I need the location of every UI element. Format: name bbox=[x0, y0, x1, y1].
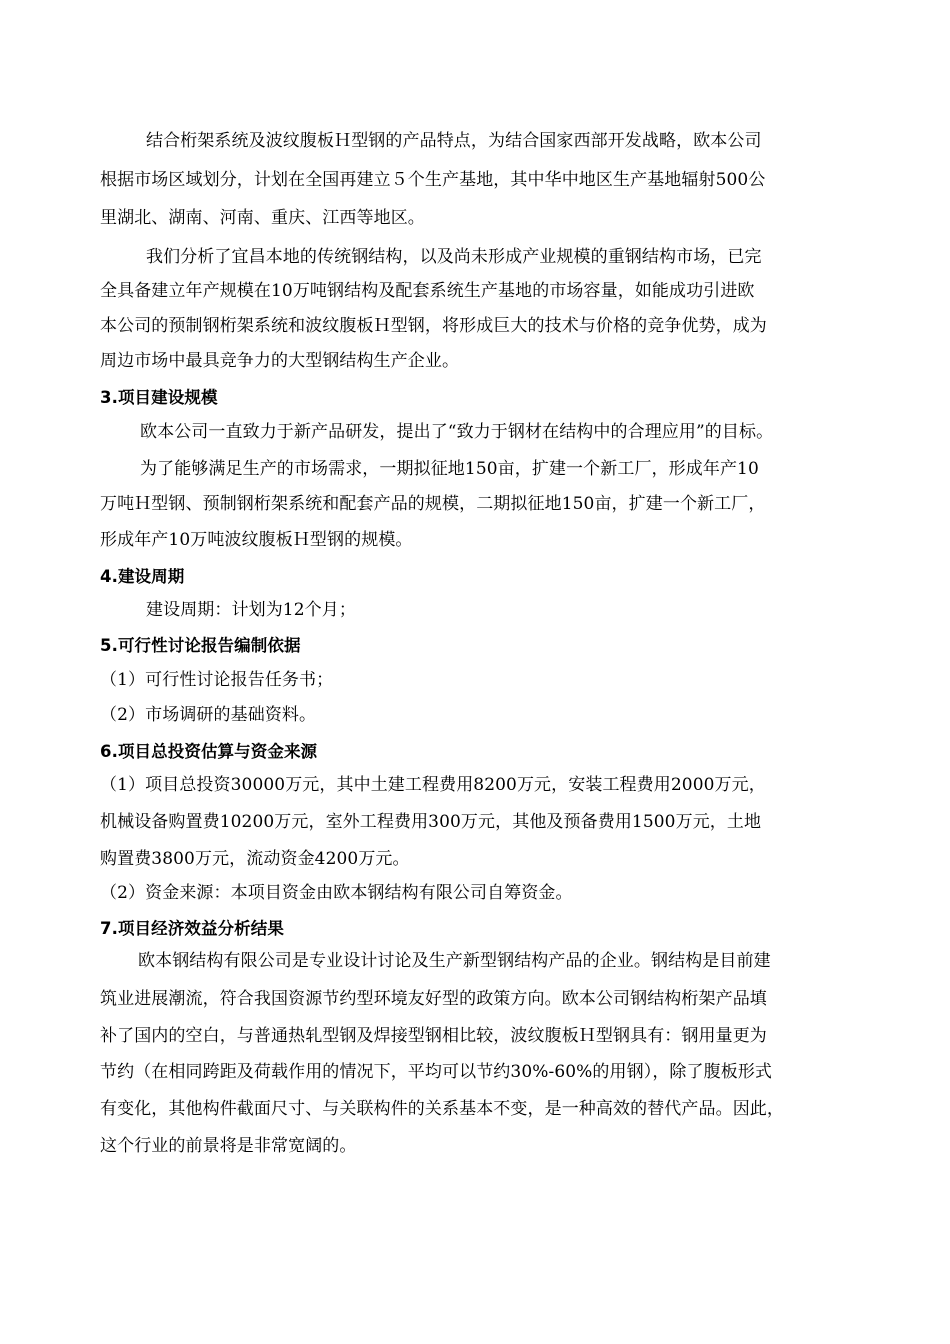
paragraph-line: 欧本公司一直致力于新产品研发，提出了“致力于钢材在结构中的合理应用”的目标。 bbox=[140, 422, 774, 442]
paragraph-line: 我们分析了宜昌本地的传统钢结构，以及尚未形成产业规模的重钢结构市场，已完 bbox=[146, 247, 762, 267]
paragraph-line: 根据市场区域划分，计划在全国再建立５个生产基地，其中华中地区生产基地辐射500公 bbox=[100, 170, 766, 190]
paragraph-line: 有变化，其他构件截面尺寸、与关联构件的关系基本不变，是一种高效的替代产品。因此， bbox=[100, 1099, 784, 1119]
paragraph-line: 万吨Ｈ型钢、预制钢桁架系统和配套产品的规模，二期拟征地150亩，扩建一个新工厂， bbox=[100, 494, 766, 514]
paragraph-line: 周边市场中最具竞争力的大型钢结构生产企业。 bbox=[100, 351, 460, 371]
section-heading-3: 3.项目建设规模 bbox=[100, 388, 218, 407]
paragraph-line: 节约（在相同跨距及荷载作用的情况下，平均可以节约30%-60%的用钢），除了腹板形式 bbox=[100, 1062, 773, 1082]
list-item: （1）可行性讨论报告任务书； bbox=[100, 670, 334, 690]
paragraph-line: 筑业进展潮流，符合我国资源节约型环境友好型的政策方向。欧本公司钢结构桁架产品填 bbox=[100, 989, 767, 1009]
paragraph-line: 结合桁架系统及波纹腹板Ｈ型钢的产品特点，为结合国家西部开发战略，欧本公司 bbox=[146, 131, 762, 151]
paragraph-line: 本公司的预制钢桁架系统和波纹腹板Ｈ型钢，将形成巨大的技术与价格的竞争优势，成为 bbox=[100, 316, 767, 336]
section-heading-6: 6.项目总投资估算与资金来源 bbox=[100, 742, 318, 761]
paragraph-line: 为了能够满足生产的市场需求，一期拟征地150亩，扩建一个新工厂，形成年产10 bbox=[140, 459, 759, 479]
paragraph-line: 购置费3800万元，流动资金4200万元。 bbox=[100, 849, 410, 869]
paragraph-line: 这个行业的前景将是非常宽阔的。 bbox=[100, 1136, 357, 1156]
list-item: （1）项目总投资30000万元，其中土建工程费用8200万元，安装工程费用2000万元， bbox=[100, 775, 766, 795]
paragraph-line: 机械设备购置费10200万元，室外工程费用300万元，其他及预备费用1500万元，土地 bbox=[100, 812, 762, 832]
paragraph-line: 欧本钢结构有限公司是专业设计讨论及生产新型钢结构产品的企业。钢结构是目前建 bbox=[138, 951, 771, 971]
section-heading-4: 4.建设周期 bbox=[100, 567, 185, 586]
list-item: （2）市场调研的基础资料。 bbox=[100, 705, 317, 725]
paragraph-line: 补了国内的空白，与普通热轧型钢及焊接型钢相比较，波纹腹板Ｈ型钢具有：钢用量更为 bbox=[100, 1026, 767, 1046]
paragraph-line: 形成年产10万吨波纹腹板Ｈ型钢的规模。 bbox=[100, 530, 413, 550]
paragraph-line: 里湖北、湖南、河南、重庆、江西等地区。 bbox=[100, 208, 425, 228]
section-heading-7: 7.项目经济效益分析结果 bbox=[100, 919, 284, 938]
paragraph-line: 建设周期：计划为12个月； bbox=[146, 600, 356, 620]
list-item: （2）资金来源：本项目资金由欧本钢结构有限公司自筹资金。 bbox=[100, 883, 573, 903]
paragraph-line: 全具备建立年产规模在10万吨钢结构及配套系统生产基地的市场容量，如能成功引进欧 bbox=[100, 281, 755, 301]
section-heading-5: 5.可行性讨论报告编制依据 bbox=[100, 636, 301, 655]
